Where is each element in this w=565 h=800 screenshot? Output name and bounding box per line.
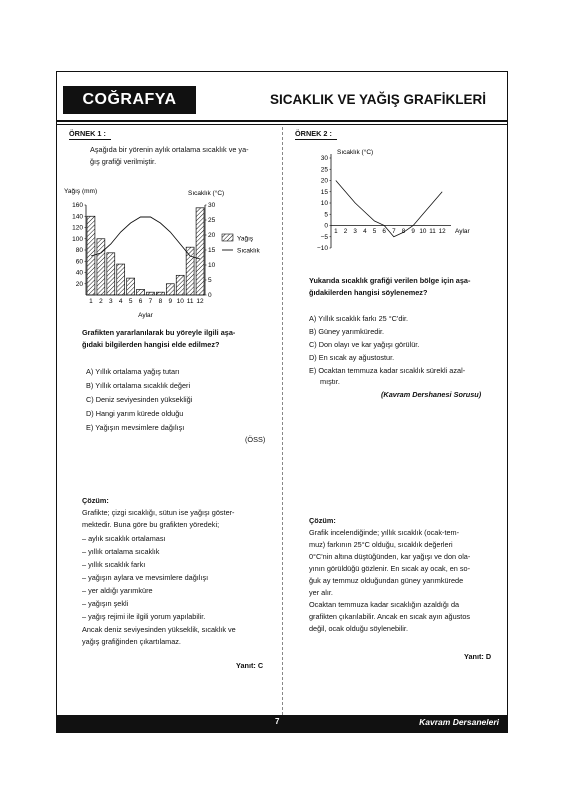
x-tick-label: 8	[401, 228, 406, 235]
precipitation-bar	[117, 264, 125, 295]
x-tick-label: 6	[382, 228, 386, 235]
example2-option-e-cont: mıştır.	[320, 377, 340, 386]
example2-solution-heading: Çözüm:	[309, 516, 336, 525]
solution1-line: mektedir. Buna göre bu grafikten yöredeki;	[82, 520, 220, 529]
page-title: SICAKLIK VE YAĞIŞ GRAFİKLERİ	[270, 92, 487, 107]
solution2-line: ğuk ay temmuz olduğundan güney yarımkürede	[309, 576, 464, 585]
example2-option-e: E) Ocaktan temmuza kadar sıcaklık sürekli azal-	[309, 366, 466, 375]
legend-precip-label: Yağış	[237, 235, 254, 243]
example2-heading: ÖRNEK 2 :	[295, 129, 332, 138]
precipitation-bar	[176, 275, 184, 295]
y1-tick-label: 160	[72, 202, 83, 210]
y2-tick-label: 10	[208, 262, 216, 270]
legend-temp-label: Sıcaklık	[237, 247, 260, 255]
y-tick-label: 30	[320, 155, 328, 163]
y-tick-label: 20	[320, 177, 328, 185]
x-tick-label: 3	[108, 298, 113, 305]
example2-option-d: D) En sıcak ay ağustostur.	[309, 353, 395, 362]
y1-tick-label: 20	[75, 280, 83, 288]
x-tick-label: 12	[196, 298, 204, 305]
example1-intro-1: Aşağıda bir yörenin aylık ortalama sıcaklık ve ya-	[90, 145, 249, 154]
x-tick-label: 1	[89, 298, 93, 305]
y2-tick-label: 0	[208, 292, 212, 300]
climate-chart	[64, 183, 264, 318]
example1-source: (ÖSS)	[245, 435, 266, 444]
y2-tick-label: 25	[208, 217, 216, 225]
solution1-line: yağış grafiğinden çıkartılamaz.	[82, 637, 181, 646]
solution2-line: muz) farkının 25°C olduğu, sıcaklık değerleri	[309, 540, 453, 549]
example2-answer: Yanıt: D	[464, 652, 492, 661]
subject-banner: COĞRAFYA	[63, 86, 196, 114]
y1-tick-label: 80	[75, 247, 83, 255]
example1-option-a: A) Yıllık ortalama yağış tutarı	[86, 367, 180, 376]
precipitation-bar	[166, 284, 174, 295]
precipitation-bar	[147, 292, 155, 295]
y2-tick-label: 30	[208, 202, 216, 210]
x-tick-label: 9	[411, 228, 415, 235]
x-tick-label: 4	[118, 298, 123, 305]
example1-intro-2: ğış grafiği verilmiştir.	[90, 157, 157, 166]
x-tick-label: 12	[438, 228, 446, 235]
solution1-line: – yıllık sıcaklık farkı	[82, 560, 146, 569]
x-tick-label: 4	[363, 228, 367, 235]
y1-axis-label: Yağış (mm)	[64, 188, 98, 195]
solution1-line: Grafikte; çizgi sıcaklığı, sütun ise yağışı göster-	[82, 508, 235, 517]
solution2-line: grafikten çıkarılabilir. Ancak en sıcak ayın ağustos	[309, 612, 471, 621]
x-tick-label: 6	[138, 298, 143, 305]
y2-axis-label: Sıcaklık (°C)	[188, 190, 225, 197]
solution2-line: yının görüldüğü gözlenir. En sıcak ay ocak, en so-	[309, 564, 471, 573]
y-tick-label: 10	[320, 200, 328, 208]
temperature-chart	[305, 144, 505, 256]
header-rule-thick	[56, 120, 508, 122]
example1-answer: Yanıt: C	[236, 661, 264, 670]
example2-option-a: A) Yıllık sıcaklık farkı 25 °C'dir.	[309, 314, 409, 323]
precipitation-bar	[97, 239, 105, 295]
x-tick-label: 3	[353, 228, 357, 235]
example1-heading: ÖRNEK 1 :	[69, 129, 106, 138]
y2-tick-label: 15	[208, 247, 216, 255]
example2-question-1: Yukarıda sıcaklık grafiği verilen bölge için aşa-	[309, 276, 471, 285]
example1-question-2: ğıdaki bilgilerden hangisi elde edilmez?	[82, 340, 220, 349]
x-tick-label: 9	[168, 298, 173, 305]
solution1-line: – yer aldığı yarımküre	[82, 586, 153, 595]
y-axis-label: Sıcaklık (°C)	[337, 149, 374, 156]
solution2-line: Ocaktan temmuza kadar sıcaklığın azaldığı da	[309, 600, 460, 609]
solution1-line: Ancak deniz seviyesinden yükseklik, sıcaklık ve	[82, 625, 236, 634]
example1-solution-heading: Çözüm:	[82, 496, 109, 505]
x-tick-label: 7	[148, 298, 153, 305]
x-tick-label: 11	[186, 298, 194, 305]
solution2-line: değil, ocak olduğu söylenebilir.	[309, 624, 408, 633]
x-tick-label: 10	[419, 228, 427, 235]
solution2-line: yer alır.	[309, 588, 333, 597]
precipitation-bar	[107, 253, 115, 295]
y1-tick-label: 60	[75, 258, 83, 266]
x-tick-label: 11	[429, 228, 436, 235]
precipitation-bar	[196, 208, 204, 295]
example1-option-d: D) Hangi yarım kürede olduğu	[86, 409, 184, 418]
y-tick-label: 15	[320, 188, 328, 196]
solution1-line: – yıllık ortalama sıcaklık	[82, 547, 160, 556]
example2-option-c: C) Don olayı ve kar yağışı görülür.	[309, 340, 420, 349]
y1-tick-label: 40	[75, 269, 83, 277]
example1-option-c: C) Deniz seviyesinden yüksekliği	[86, 395, 193, 404]
solution1-line: – aylık sıcaklık ortalaması	[82, 534, 166, 543]
precipitation-bar	[137, 289, 145, 295]
x-tick-label: 10	[176, 298, 184, 305]
column-divider	[282, 127, 283, 715]
y1-tick-label: 140	[72, 213, 83, 221]
y1-tick-label: 100	[72, 235, 83, 243]
x-tick-label: 2	[99, 298, 103, 305]
example2-source: (Kavram Dershanesi Sorusu)	[381, 390, 482, 399]
solution2-line: Grafik incelendiğinde; yıllık sıcaklık (ocak-tem-	[309, 528, 460, 537]
y1-tick-label: 120	[72, 224, 83, 232]
x-axis-label: Aylar	[138, 312, 153, 319]
example2-option-b: B) Güney yarımküredir.	[309, 327, 385, 336]
solution1-line: – yağışın aylara ve mevsimlere dağılışı	[82, 573, 209, 582]
solution1-line: – yağışın şekli	[82, 599, 129, 608]
x-tick-label: 1	[334, 228, 338, 235]
footer-brand: Kavram Dersaneleri	[419, 717, 499, 727]
solution1-line: – yağış rejimi ile ilgili yorum yapılabilir.	[82, 612, 206, 621]
y-tick-label: 0	[324, 222, 328, 230]
precipitation-bar	[156, 292, 164, 295]
heading-underline	[295, 139, 337, 140]
x-axis-label: Aylar	[455, 228, 470, 235]
y-tick-label: −5	[320, 233, 328, 241]
y-tick-label: −10	[316, 245, 328, 253]
x-tick-label: 5	[372, 228, 377, 235]
x-tick-label: 2	[343, 228, 348, 235]
header-rule-thin	[56, 124, 508, 125]
precipitation-bar	[186, 247, 194, 295]
heading-underline	[69, 139, 111, 140]
example1-option-b: B) Yıllık ortalama sıcaklık değeri	[86, 381, 191, 390]
y2-tick-label: 20	[208, 232, 216, 240]
solution2-line: 0°C'nin altına düştüğünden, kar yağışı ve don ola-	[309, 552, 471, 561]
page-number: 7	[275, 717, 280, 726]
y2-tick-label: 5	[208, 277, 212, 285]
y-tick-label: 5	[324, 211, 328, 219]
x-tick-label: 8	[158, 298, 163, 305]
example1-option-e: E) Yağışın mevsimlere dağılışı	[86, 423, 185, 432]
legend-precip-swatch	[222, 234, 233, 241]
x-tick-label: 5	[128, 298, 133, 305]
x-tick-label: 7	[392, 228, 396, 235]
example2-question-2: ğıdakilerden hangisi söylenemez?	[309, 288, 428, 297]
example1-question-1: Grafikten yararlanılarak bu yöreyle ilgili aşa-	[82, 328, 236, 337]
y-tick-label: 25	[320, 166, 328, 174]
precipitation-bar	[127, 278, 135, 295]
